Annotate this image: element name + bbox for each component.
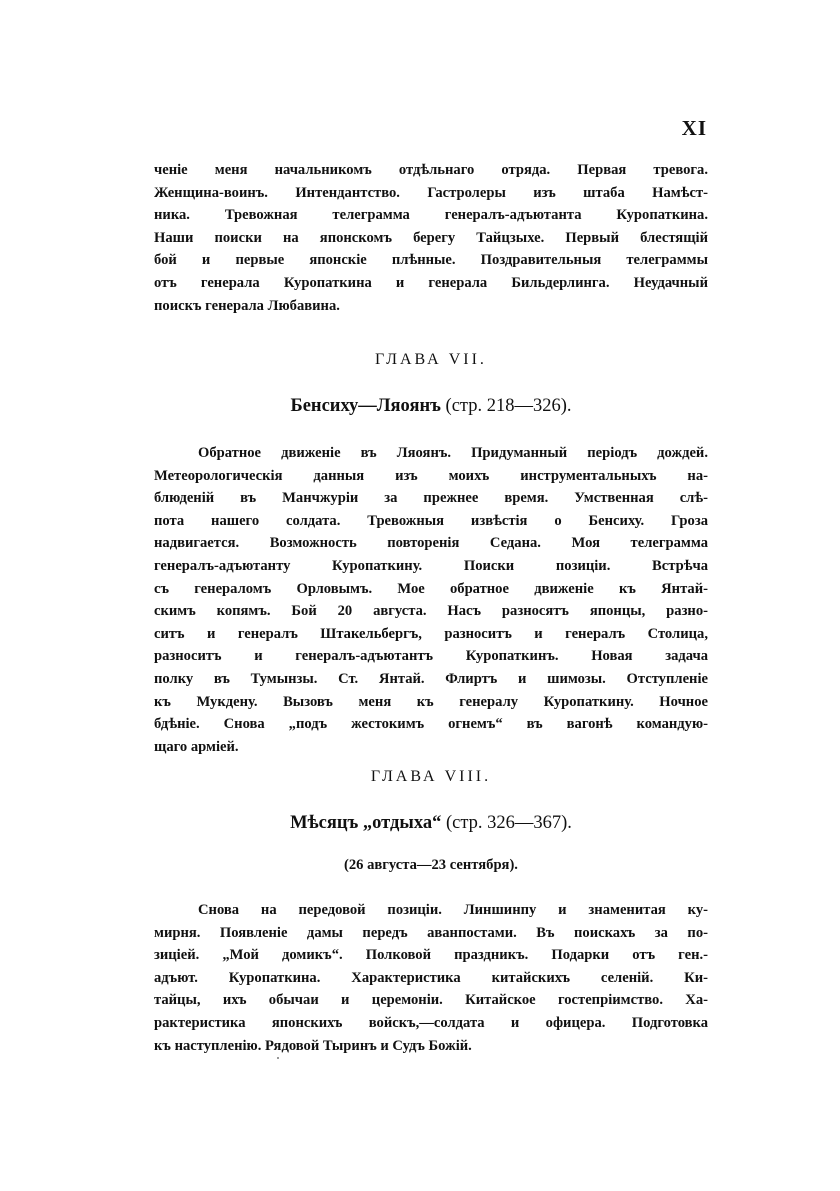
chapter-8-label: ГЛАВА VIII. bbox=[370, 768, 492, 785]
text-line: бой и первые японскіе плѣнные. Поздравительныя телеграммы bbox=[154, 252, 708, 269]
text-line: блюденій въ Манчжуріи за прежнее время. Умственная слѣ- bbox=[154, 490, 708, 507]
text-line: съ генераломъ Орловымъ. Мое обратное движеніе къ Янтай- bbox=[154, 580, 708, 597]
text-line: Снова на передовой позиціи. Линшинпу и знаменитая ку- bbox=[198, 902, 708, 918]
text-line: генералъ-адъютанту Куропаткину. Поиски позиціи. Встрѣча bbox=[154, 557, 708, 574]
text-line: скимъ копямъ. Бой 20 августа. Насъ разносятъ японцы, разно- bbox=[154, 603, 708, 620]
chapter-8-title-text: Мѣсяцъ „отдыха“ bbox=[290, 813, 442, 833]
text-line: ника. Тревожная телеграмма генералъ-адъютанта Куропаткина. bbox=[154, 207, 708, 224]
chapter-8-summary bbox=[154, 899, 708, 1057]
chapter-8-pages: (стр. 326—367). bbox=[445, 813, 572, 833]
text-line: мирня. Появленіе дамы передъ аванпостами. Въ поискахъ за по- bbox=[154, 924, 708, 941]
page-number: XI bbox=[681, 116, 707, 140]
text-line: щаго арміей. bbox=[154, 738, 239, 755]
text-line: къ Мукдену. Вызовъ меня къ генералу Куропаткину. Ночное bbox=[154, 693, 708, 710]
text-line: къ наступленію. Рядовой Тыринъ и Судъ Божій. bbox=[154, 1037, 472, 1054]
chapter-8-dates: (26 августа—23 сентября). bbox=[344, 857, 518, 873]
text-line: надвигается. Возможность повторенія Седана. Моя телеграмма bbox=[154, 535, 708, 552]
chapter-7-title bbox=[154, 396, 708, 417]
text-line: Метеорологическія данныя изъ моихъ инструментальныхъ на- bbox=[154, 467, 708, 484]
text-line: Обратное движеніе въ Ляоянъ. Придуманный періодъ дождей. bbox=[198, 445, 708, 461]
text-line: рактеристика японскихъ войскъ,—солдата и офицера. Подготовка bbox=[154, 1014, 708, 1031]
text-line: пота нашего солдата. Тревожныя извѣстія о Бенсиху. Гроза bbox=[154, 512, 708, 529]
chapter-8-title bbox=[154, 813, 708, 834]
text-line: зиціей. „Мой домикъ“. Полковой праздникъ. Подарки отъ ген.- bbox=[154, 947, 708, 964]
text-line: Наши поиски на японскомъ берегу Тайцзыхе. Первый блестящій bbox=[154, 229, 708, 246]
text-line: ченіе меня начальникомъ отдѣльнаго отряда. Первая тревога. bbox=[154, 162, 708, 178]
chapter-7-pages: (стр. 218—326). bbox=[445, 396, 572, 416]
chapter-7-title-text: Бенсиху—Ляоянъ bbox=[290, 396, 441, 416]
chapter-7-summary bbox=[154, 442, 708, 758]
text-line: ситъ и генералъ Штакельбергъ, разноситъ и генералъ Столица, bbox=[154, 625, 708, 642]
text-line: отъ генерала Куропаткина и генерала Бильдерлинга. Неудачный bbox=[154, 274, 708, 291]
scan-speck bbox=[277, 1057, 279, 1059]
text-line: бдѣніе. Снова „подъ жестокимъ огнемъ“ въ вагонѣ командую- bbox=[154, 716, 708, 733]
intro-paragraph bbox=[154, 159, 708, 317]
text-line: поискъ генерала Любавина. bbox=[154, 297, 340, 314]
text-line: Женщина-воинъ. Интендантство. Гастролеры изъ штаба Намѣст- bbox=[154, 184, 708, 201]
text-line: разноситъ и генералъ-адъютантъ Куропаткинъ. Новая задача bbox=[154, 648, 708, 665]
text-line: тайцы, ихъ обычаи и церемоніи. Китайское гостепріимство. Ха- bbox=[154, 992, 708, 1009]
text-line: адъют. Куропаткина. Характеристика китайскихъ селеній. Ки- bbox=[154, 969, 708, 986]
chapter-7-label: ГЛАВА VII. bbox=[375, 351, 487, 368]
text-line: полку въ Тумынзы. Ст. Янтай. Флиртъ и шимозы. Отступленіе bbox=[154, 670, 708, 687]
